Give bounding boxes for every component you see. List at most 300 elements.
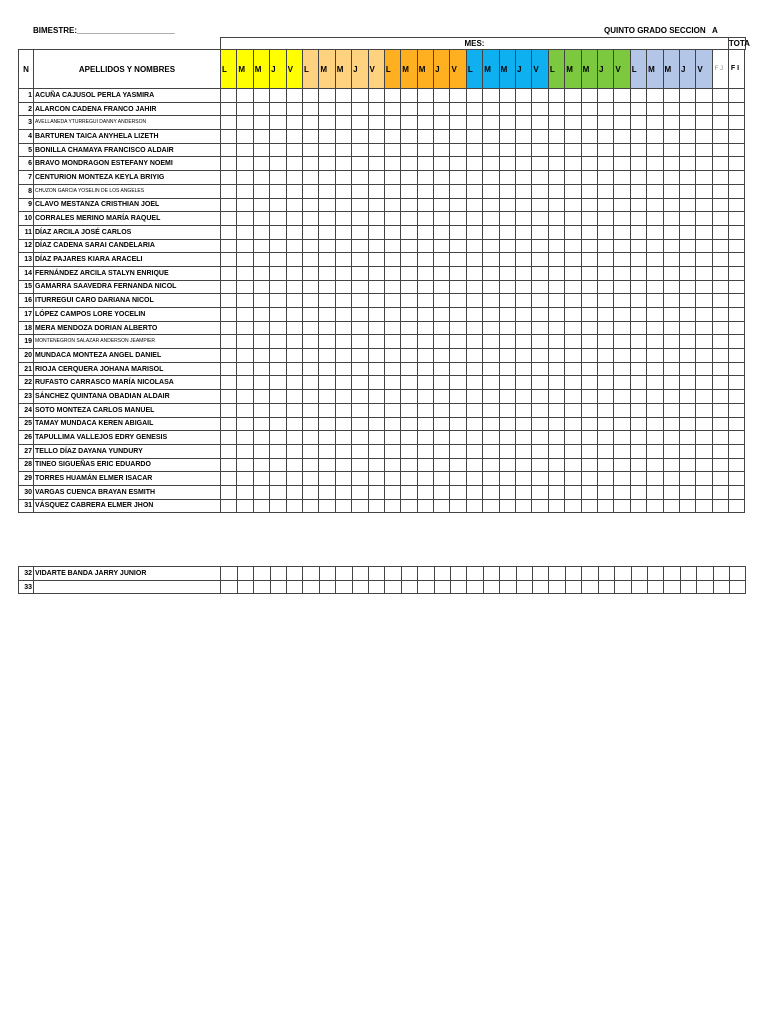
- attendance-cell[interactable]: [384, 458, 400, 472]
- attendance-cell[interactable]: [450, 431, 466, 445]
- attendance-cell[interactable]: [483, 485, 499, 499]
- attendance-cell[interactable]: [663, 376, 679, 390]
- total-cell[interactable]: [728, 321, 744, 335]
- attendance-cell[interactable]: [499, 431, 515, 445]
- attendance-cell[interactable]: [368, 362, 384, 376]
- attendance-cell[interactable]: [302, 280, 318, 294]
- attendance-cell[interactable]: [450, 308, 466, 322]
- attendance-cell[interactable]: [483, 266, 499, 280]
- attendance-cell[interactable]: [319, 225, 335, 239]
- attendance-cell[interactable]: [237, 253, 253, 267]
- attendance-cell[interactable]: [532, 403, 548, 417]
- attendance-cell[interactable]: [286, 253, 302, 267]
- attendance-cell[interactable]: [630, 349, 646, 363]
- attendance-cell[interactable]: [221, 499, 237, 513]
- attendance-cell[interactable]: [319, 362, 335, 376]
- attendance-cell[interactable]: [614, 321, 630, 335]
- attendance-cell[interactable]: [533, 580, 549, 594]
- attendance-cell[interactable]: [581, 472, 597, 486]
- attendance-cell[interactable]: [335, 362, 351, 376]
- attendance-cell[interactable]: [417, 102, 433, 116]
- total-cell[interactable]: [713, 567, 729, 581]
- attendance-cell[interactable]: [237, 102, 253, 116]
- total-cell[interactable]: [712, 130, 728, 144]
- total-cell[interactable]: [712, 184, 728, 198]
- attendance-cell[interactable]: [647, 458, 663, 472]
- total-cell[interactable]: [712, 171, 728, 185]
- attendance-cell[interactable]: [466, 130, 482, 144]
- attendance-cell[interactable]: [696, 212, 712, 226]
- attendance-cell[interactable]: [253, 458, 269, 472]
- attendance-cell[interactable]: [630, 130, 646, 144]
- attendance-cell[interactable]: [434, 102, 450, 116]
- attendance-cell[interactable]: [335, 349, 351, 363]
- attendance-cell[interactable]: [319, 253, 335, 267]
- attendance-cell[interactable]: [581, 499, 597, 513]
- attendance-cell[interactable]: [221, 362, 237, 376]
- attendance-cell[interactable]: [302, 143, 318, 157]
- attendance-cell[interactable]: [237, 417, 253, 431]
- attendance-cell[interactable]: [417, 198, 433, 212]
- attendance-cell[interactable]: [696, 116, 712, 130]
- attendance-cell[interactable]: [466, 212, 482, 226]
- attendance-cell[interactable]: [335, 157, 351, 171]
- attendance-cell[interactable]: [697, 580, 713, 594]
- attendance-cell[interactable]: [499, 280, 515, 294]
- attendance-cell[interactable]: [516, 130, 532, 144]
- attendance-cell[interactable]: [466, 362, 482, 376]
- attendance-cell[interactable]: [286, 567, 302, 581]
- total-cell[interactable]: [728, 239, 744, 253]
- attendance-cell[interactable]: [352, 472, 368, 486]
- attendance-cell[interactable]: [237, 212, 253, 226]
- total-cell[interactable]: [728, 253, 744, 267]
- attendance-cell[interactable]: [614, 225, 630, 239]
- attendance-cell[interactable]: [335, 184, 351, 198]
- attendance-cell[interactable]: [614, 184, 630, 198]
- attendance-cell[interactable]: [352, 116, 368, 130]
- attendance-cell[interactable]: [548, 225, 564, 239]
- attendance-cell[interactable]: [679, 485, 695, 499]
- attendance-cell[interactable]: [631, 567, 647, 581]
- attendance-cell[interactable]: [384, 266, 400, 280]
- attendance-cell[interactable]: [483, 212, 499, 226]
- attendance-cell[interactable]: [679, 225, 695, 239]
- attendance-cell[interactable]: [679, 198, 695, 212]
- attendance-cell[interactable]: [253, 102, 269, 116]
- attendance-cell[interactable]: [302, 403, 318, 417]
- attendance-cell[interactable]: [221, 567, 237, 581]
- total-cell[interactable]: [728, 485, 744, 499]
- attendance-cell[interactable]: [450, 225, 466, 239]
- attendance-cell[interactable]: [335, 376, 351, 390]
- attendance-cell[interactable]: [565, 335, 581, 349]
- attendance-cell[interactable]: [466, 431, 482, 445]
- attendance-cell[interactable]: [352, 403, 368, 417]
- attendance-cell[interactable]: [581, 431, 597, 445]
- total-cell[interactable]: [728, 143, 744, 157]
- attendance-cell[interactable]: [221, 266, 237, 280]
- attendance-cell[interactable]: [549, 580, 565, 594]
- attendance-cell[interactable]: [368, 280, 384, 294]
- attendance-cell[interactable]: [663, 485, 679, 499]
- attendance-cell[interactable]: [679, 349, 695, 363]
- attendance-cell[interactable]: [417, 89, 433, 103]
- attendance-cell[interactable]: [335, 212, 351, 226]
- attendance-cell[interactable]: [302, 212, 318, 226]
- attendance-cell[interactable]: [335, 321, 351, 335]
- attendance-cell[interactable]: [417, 308, 433, 322]
- attendance-cell[interactable]: [286, 143, 302, 157]
- attendance-cell[interactable]: [434, 294, 450, 308]
- attendance-cell[interactable]: [384, 444, 400, 458]
- attendance-cell[interactable]: [253, 266, 269, 280]
- attendance-cell[interactable]: [647, 280, 663, 294]
- attendance-cell[interactable]: [384, 390, 400, 404]
- attendance-cell[interactable]: [630, 225, 646, 239]
- attendance-cell[interactable]: [647, 225, 663, 239]
- attendance-cell[interactable]: [581, 157, 597, 171]
- attendance-cell[interactable]: [237, 321, 253, 335]
- attendance-cell[interactable]: [434, 116, 450, 130]
- attendance-cell[interactable]: [614, 143, 630, 157]
- attendance-cell[interactable]: [696, 485, 712, 499]
- attendance-cell[interactable]: [384, 499, 400, 513]
- attendance-cell[interactable]: [401, 171, 417, 185]
- attendance-cell[interactable]: [237, 143, 253, 157]
- total-cell[interactable]: [728, 458, 744, 472]
- attendance-cell[interactable]: [679, 417, 695, 431]
- attendance-cell[interactable]: [548, 376, 564, 390]
- attendance-cell[interactable]: [597, 253, 613, 267]
- attendance-cell[interactable]: [532, 390, 548, 404]
- attendance-cell[interactable]: [499, 116, 515, 130]
- attendance-cell[interactable]: [352, 157, 368, 171]
- attendance-cell[interactable]: [434, 266, 450, 280]
- attendance-cell[interactable]: [270, 321, 286, 335]
- attendance-cell[interactable]: [499, 157, 515, 171]
- attendance-cell[interactable]: [384, 225, 400, 239]
- attendance-cell[interactable]: [434, 130, 450, 144]
- attendance-cell[interactable]: [548, 472, 564, 486]
- attendance-cell[interactable]: [565, 253, 581, 267]
- attendance-cell[interactable]: [286, 499, 302, 513]
- attendance-cell[interactable]: [286, 390, 302, 404]
- attendance-cell[interactable]: [581, 143, 597, 157]
- attendance-cell[interactable]: [548, 102, 564, 116]
- attendance-cell[interactable]: [286, 266, 302, 280]
- attendance-cell[interactable]: [302, 390, 318, 404]
- attendance-cell[interactable]: [679, 376, 695, 390]
- attendance-cell[interactable]: [352, 102, 368, 116]
- attendance-cell[interactable]: [597, 266, 613, 280]
- attendance-cell[interactable]: [286, 294, 302, 308]
- attendance-cell[interactable]: [302, 266, 318, 280]
- attendance-cell[interactable]: [466, 266, 482, 280]
- attendance-cell[interactable]: [417, 444, 433, 458]
- attendance-cell[interactable]: [352, 580, 368, 594]
- attendance-cell[interactable]: [221, 335, 237, 349]
- attendance-cell[interactable]: [614, 280, 630, 294]
- attendance-cell[interactable]: [548, 184, 564, 198]
- attendance-cell[interactable]: [401, 143, 417, 157]
- attendance-cell[interactable]: [516, 485, 532, 499]
- attendance-cell[interactable]: [647, 349, 663, 363]
- attendance-cell[interactable]: [368, 294, 384, 308]
- attendance-cell[interactable]: [418, 580, 434, 594]
- attendance-cell[interactable]: [630, 472, 646, 486]
- attendance-cell[interactable]: [319, 485, 335, 499]
- attendance-cell[interactable]: [483, 116, 499, 130]
- attendance-cell[interactable]: [499, 294, 515, 308]
- attendance-cell[interactable]: [483, 294, 499, 308]
- attendance-cell[interactable]: [499, 362, 515, 376]
- attendance-cell[interactable]: [434, 458, 450, 472]
- attendance-cell[interactable]: [499, 130, 515, 144]
- attendance-cell[interactable]: [352, 499, 368, 513]
- attendance-cell[interactable]: [581, 266, 597, 280]
- attendance-cell[interactable]: [221, 308, 237, 322]
- attendance-cell[interactable]: [597, 458, 613, 472]
- attendance-cell[interactable]: [335, 485, 351, 499]
- attendance-cell[interactable]: [335, 89, 351, 103]
- total-cell[interactable]: [728, 362, 744, 376]
- attendance-cell[interactable]: [450, 472, 466, 486]
- attendance-cell[interactable]: [352, 184, 368, 198]
- attendance-cell[interactable]: [532, 335, 548, 349]
- attendance-cell[interactable]: [533, 567, 549, 581]
- attendance-cell[interactable]: [221, 184, 237, 198]
- attendance-cell[interactable]: [319, 294, 335, 308]
- attendance-cell[interactable]: [581, 171, 597, 185]
- attendance-cell[interactable]: [614, 376, 630, 390]
- attendance-cell[interactable]: [647, 253, 663, 267]
- attendance-cell[interactable]: [663, 335, 679, 349]
- attendance-cell[interactable]: [679, 157, 695, 171]
- attendance-cell[interactable]: [516, 308, 532, 322]
- attendance-cell[interactable]: [352, 308, 368, 322]
- total-cell[interactable]: [728, 212, 744, 226]
- attendance-cell[interactable]: [499, 321, 515, 335]
- attendance-cell[interactable]: [614, 294, 630, 308]
- attendance-cell[interactable]: [286, 335, 302, 349]
- total-cell[interactable]: [728, 171, 744, 185]
- attendance-cell[interactable]: [302, 239, 318, 253]
- attendance-cell[interactable]: [221, 458, 237, 472]
- attendance-cell[interactable]: [679, 212, 695, 226]
- attendance-cell[interactable]: [401, 485, 417, 499]
- attendance-cell[interactable]: [597, 157, 613, 171]
- attendance-cell[interactable]: [384, 376, 400, 390]
- attendance-cell[interactable]: [466, 102, 482, 116]
- attendance-cell[interactable]: [696, 403, 712, 417]
- attendance-cell[interactable]: [237, 280, 253, 294]
- attendance-cell[interactable]: [679, 294, 695, 308]
- attendance-cell[interactable]: [221, 403, 237, 417]
- attendance-cell[interactable]: [302, 349, 318, 363]
- attendance-cell[interactable]: [434, 444, 450, 458]
- attendance-cell[interactable]: [647, 376, 663, 390]
- attendance-cell[interactable]: [582, 567, 598, 581]
- attendance-cell[interactable]: [417, 212, 433, 226]
- attendance-cell[interactable]: [237, 567, 253, 581]
- attendance-cell[interactable]: [614, 157, 630, 171]
- attendance-cell[interactable]: [368, 212, 384, 226]
- attendance-cell[interactable]: [614, 308, 630, 322]
- attendance-cell[interactable]: [664, 580, 680, 594]
- attendance-cell[interactable]: [614, 417, 630, 431]
- attendance-cell[interactable]: [270, 157, 286, 171]
- attendance-cell[interactable]: [483, 130, 499, 144]
- attendance-cell[interactable]: [696, 321, 712, 335]
- attendance-cell[interactable]: [630, 294, 646, 308]
- attendance-cell[interactable]: [384, 431, 400, 445]
- attendance-cell[interactable]: [319, 116, 335, 130]
- attendance-cell[interactable]: [417, 362, 433, 376]
- attendance-cell[interactable]: [302, 130, 318, 144]
- attendance-cell[interactable]: [647, 499, 663, 513]
- attendance-cell[interactable]: [384, 308, 400, 322]
- attendance-cell[interactable]: [516, 376, 532, 390]
- attendance-cell[interactable]: [368, 143, 384, 157]
- attendance-cell[interactable]: [368, 472, 384, 486]
- attendance-cell[interactable]: [401, 567, 417, 581]
- attendance-cell[interactable]: [384, 157, 400, 171]
- attendance-cell[interactable]: [270, 239, 286, 253]
- attendance-cell[interactable]: [401, 225, 417, 239]
- attendance-cell[interactable]: [401, 349, 417, 363]
- attendance-cell[interactable]: [696, 308, 712, 322]
- attendance-cell[interactable]: [253, 308, 269, 322]
- attendance-cell[interactable]: [401, 102, 417, 116]
- attendance-cell[interactable]: [384, 212, 400, 226]
- attendance-cell[interactable]: [597, 102, 613, 116]
- attendance-cell[interactable]: [368, 403, 384, 417]
- attendance-cell[interactable]: [532, 308, 548, 322]
- attendance-cell[interactable]: [696, 157, 712, 171]
- attendance-cell[interactable]: [679, 403, 695, 417]
- attendance-cell[interactable]: [335, 143, 351, 157]
- attendance-cell[interactable]: [630, 212, 646, 226]
- attendance-cell[interactable]: [581, 116, 597, 130]
- attendance-cell[interactable]: [352, 130, 368, 144]
- attendance-cell[interactable]: [565, 212, 581, 226]
- attendance-cell[interactable]: [565, 485, 581, 499]
- attendance-cell[interactable]: [253, 444, 269, 458]
- attendance-cell[interactable]: [516, 417, 532, 431]
- attendance-cell[interactable]: [565, 102, 581, 116]
- attendance-cell[interactable]: [352, 567, 368, 581]
- attendance-cell[interactable]: [679, 89, 695, 103]
- attendance-cell[interactable]: [237, 485, 253, 499]
- attendance-cell[interactable]: [679, 280, 695, 294]
- attendance-cell[interactable]: [614, 198, 630, 212]
- attendance-cell[interactable]: [548, 390, 564, 404]
- attendance-cell[interactable]: [221, 580, 237, 594]
- attendance-cell[interactable]: [696, 362, 712, 376]
- attendance-cell[interactable]: [597, 225, 613, 239]
- attendance-cell[interactable]: [499, 143, 515, 157]
- total-cell[interactable]: [712, 157, 728, 171]
- attendance-cell[interactable]: [335, 102, 351, 116]
- attendance-cell[interactable]: [630, 444, 646, 458]
- attendance-cell[interactable]: [384, 335, 400, 349]
- attendance-cell[interactable]: [253, 89, 269, 103]
- attendance-cell[interactable]: [630, 171, 646, 185]
- attendance-cell[interactable]: [335, 253, 351, 267]
- attendance-cell[interactable]: [696, 335, 712, 349]
- attendance-cell[interactable]: [286, 171, 302, 185]
- attendance-cell[interactable]: [368, 239, 384, 253]
- attendance-cell[interactable]: [499, 485, 515, 499]
- attendance-cell[interactable]: [532, 157, 548, 171]
- attendance-cell[interactable]: [597, 143, 613, 157]
- attendance-cell[interactable]: [499, 349, 515, 363]
- attendance-cell[interactable]: [253, 403, 269, 417]
- attendance-cell[interactable]: [597, 362, 613, 376]
- attendance-cell[interactable]: [466, 171, 482, 185]
- attendance-cell[interactable]: [466, 157, 482, 171]
- attendance-cell[interactable]: [384, 321, 400, 335]
- attendance-cell[interactable]: [286, 472, 302, 486]
- attendance-cell[interactable]: [647, 157, 663, 171]
- attendance-cell[interactable]: [368, 308, 384, 322]
- attendance-cell[interactable]: [466, 417, 482, 431]
- attendance-cell[interactable]: [647, 143, 663, 157]
- attendance-cell[interactable]: [483, 580, 499, 594]
- attendance-cell[interactable]: [630, 362, 646, 376]
- attendance-cell[interactable]: [401, 403, 417, 417]
- attendance-cell[interactable]: [384, 184, 400, 198]
- attendance-cell[interactable]: [450, 499, 466, 513]
- attendance-cell[interactable]: [696, 390, 712, 404]
- attendance-cell[interactable]: [466, 321, 482, 335]
- attendance-cell[interactable]: [630, 266, 646, 280]
- attendance-cell[interactable]: [565, 157, 581, 171]
- attendance-cell[interactable]: [450, 349, 466, 363]
- attendance-cell[interactable]: [565, 444, 581, 458]
- attendance-cell[interactable]: [565, 308, 581, 322]
- attendance-cell[interactable]: [450, 362, 466, 376]
- attendance-cell[interactable]: [401, 431, 417, 445]
- attendance-cell[interactable]: [352, 321, 368, 335]
- total-cell[interactable]: [712, 266, 728, 280]
- attendance-cell[interactable]: [548, 266, 564, 280]
- attendance-cell[interactable]: [237, 308, 253, 322]
- attendance-cell[interactable]: [548, 485, 564, 499]
- attendance-cell[interactable]: [614, 266, 630, 280]
- attendance-cell[interactable]: [516, 225, 532, 239]
- attendance-cell[interactable]: [647, 472, 663, 486]
- attendance-cell[interactable]: [302, 335, 318, 349]
- attendance-cell[interactable]: [286, 280, 302, 294]
- attendance-cell[interactable]: [696, 431, 712, 445]
- attendance-cell[interactable]: [384, 171, 400, 185]
- attendance-cell[interactable]: [302, 171, 318, 185]
- attendance-cell[interactable]: [597, 485, 613, 499]
- attendance-cell[interactable]: [417, 499, 433, 513]
- attendance-cell[interactable]: [483, 444, 499, 458]
- attendance-cell[interactable]: [663, 362, 679, 376]
- attendance-cell[interactable]: [483, 472, 499, 486]
- attendance-cell[interactable]: [630, 116, 646, 130]
- attendance-cell[interactable]: [647, 266, 663, 280]
- attendance-cell[interactable]: [302, 485, 318, 499]
- attendance-cell[interactable]: [581, 444, 597, 458]
- attendance-cell[interactable]: [483, 280, 499, 294]
- attendance-cell[interactable]: [302, 116, 318, 130]
- attendance-cell[interactable]: [679, 308, 695, 322]
